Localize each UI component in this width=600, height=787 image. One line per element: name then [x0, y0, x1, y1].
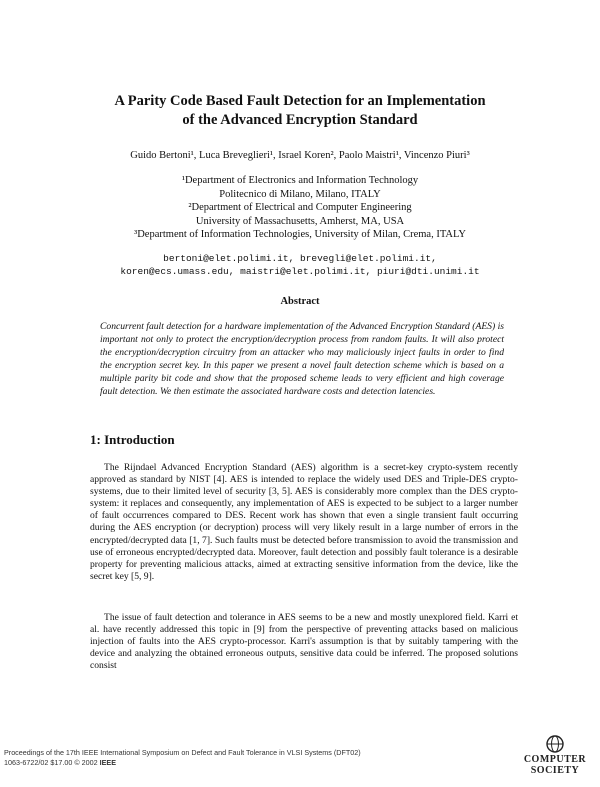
footer-copyright: 1063-6722/02 $17.00 © 2002: [4, 758, 100, 767]
paper-title: [60, 92, 540, 130]
computer-society-logo: [520, 734, 590, 780]
logo-text-computer: COMPUTER: [523, 754, 587, 765]
abstract-text: Concurrent fault detection for a hardware implementation of the Advanced Encryption Standard (AES) is important not only to protect the encryption/decryption process from random faults. It will also protect the encryption/decryption circuitry from an attacker who may maliciously inject faults in order to find the encryption secret key. In this paper we present a novel fault detection scheme which is based on a multiple parity bit code and show that the proposed scheme leads to very efficient and high coverage fault detection. We then estimate the associated hardware costs and detection latencies.: [100, 321, 504, 397]
body-paragraph: The Rijndael Advanced Encryption Standard (AES) algorithm is a secret-key crypto-system recently approved as standard by NIST [4]. AES is intended to replace the widely used DES and Triple-DES crypto-systems, due to their limited level of security [3, 5]. AES is considerably more complex than the DES crypto-system: it replaces and consequently, any implementation of AES is expected to be subject to a larger number of fault occurrences compared to DES. Recent work has shown that even a single transient fault occurring during the AES encryption (or decryption) process will very likely result in a large number of errors in the encrypted/decrypted data [1, 7]. Such faults must be detected before transmission to avoid the transmission and use of erroneous encrypted/decrypted data. Moreover, fault detection and possibly fault tolerance is a desirable property for preventing malicious attacks, aimed at extracting sensitive information from the device, like the secret key [5, 9].: [90, 462, 518, 582]
title-line-1: A Parity Code Based Fault Detection for an Implementation: [114, 93, 486, 109]
affiliations: [60, 174, 540, 242]
title-line-2: of the Advanced Encryption Standard: [182, 112, 418, 128]
section-heading-introduction: 1: Introduction: [90, 432, 175, 447]
email-line: koren@ecs.umass.edu, maistri@elet.polimi.it, piuri@dti.unimi.it: [120, 266, 480, 277]
logo-text-society: SOCIETY: [530, 765, 580, 776]
affiliation-line: ³Department of Information Technologies, University of Milan, Crema, ITALY: [134, 229, 466, 240]
footer-line-2: [4, 758, 361, 768]
affiliation-line: ¹Department of Electronics and Information Technology: [181, 175, 419, 186]
author-list: Guido Bertoni¹, Luca Breveglieri¹, Israel Koren², Paolo Maistri¹, Vincenzo Piuri³: [130, 150, 470, 161]
abstract-heading: Abstract: [280, 296, 320, 307]
email-line: bertoni@elet.polimi.it, brevegli@elet.polimi.it,: [163, 253, 437, 264]
proceedings-footer: [4, 748, 361, 768]
ieee-emblem-icon: [544, 734, 566, 754]
affiliation-line: ²Department of Electrical and Computer Engineering: [188, 202, 412, 213]
author-emails: [60, 252, 540, 278]
footer-line-1: Proceedings of the 17th IEEE International Symposium on Defect and Fault Tolerance in VLSI Systems (DFT02): [4, 748, 361, 757]
affiliation-line: University of Massachusetts, Amherst, MA, USA: [195, 215, 405, 227]
footer-ieee: IEEE: [99, 758, 117, 767]
affiliation-line: Politecnico di Milano, Milano, ITALY: [219, 188, 381, 200]
body-paragraph: The issue of fault detection and tolerance in AES seems to be a new and mostly unexplored field. Karri et al. have recently addressed this topic in [9] from the perspective of preventing attacks based on malicious injection of faults into the AES crypto-processor. Karri's assumption is that by suitably tampering with the device and analyzing the obtained erroneous outputs, sensitive data could be inferred. The proposed solutions consist: [90, 612, 518, 672]
